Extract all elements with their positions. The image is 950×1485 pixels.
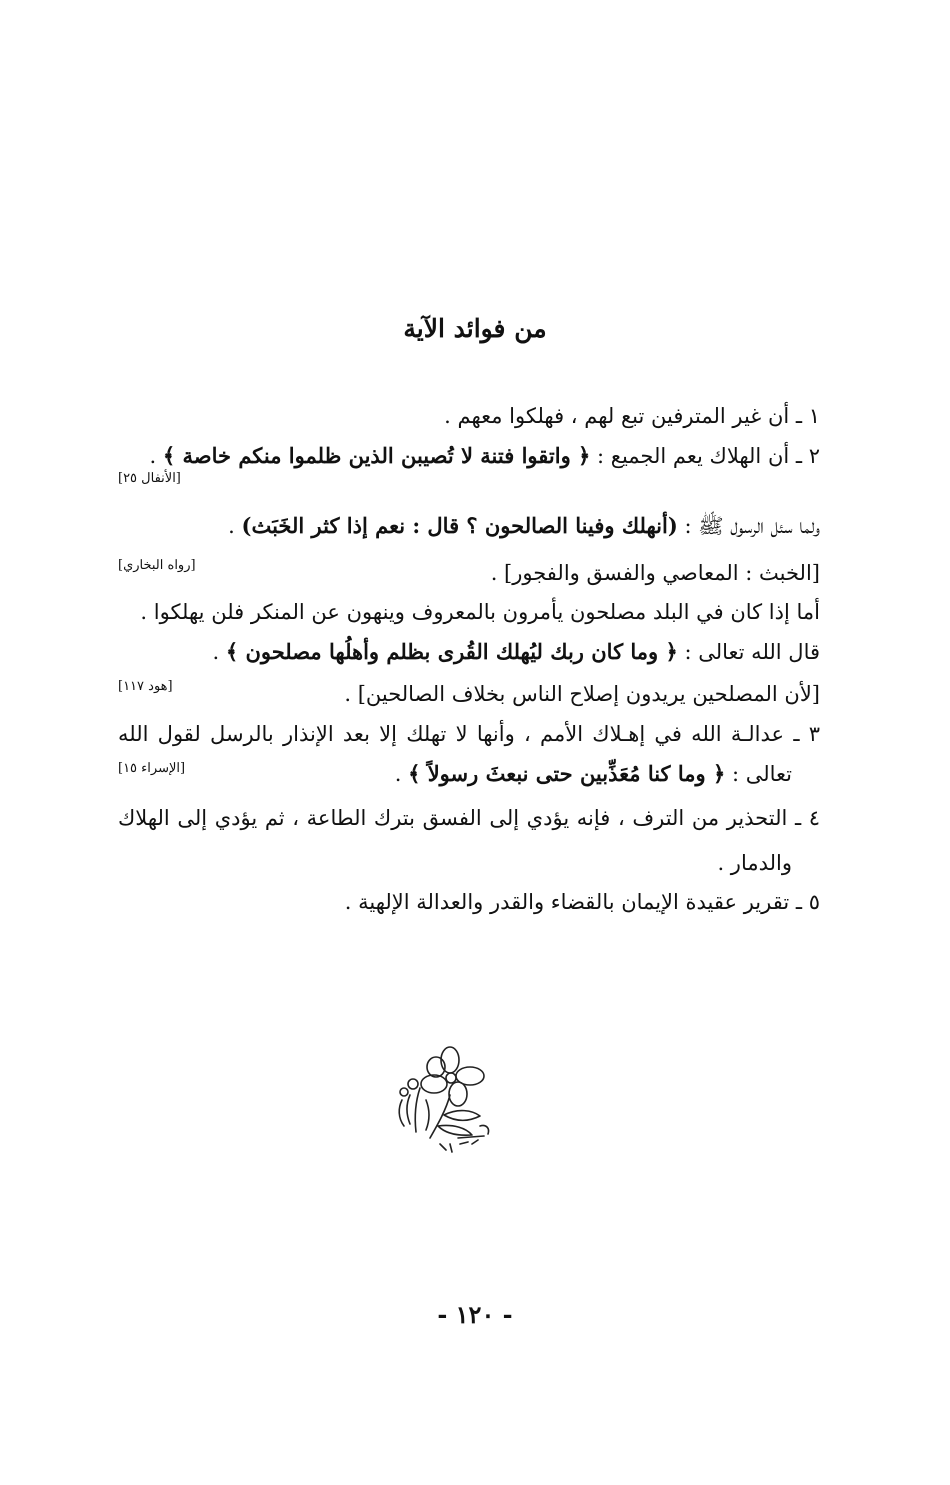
- hadith-line: [118, 508, 820, 544]
- quran-quote: ﴿ وما كنا مُعَذِّبين حتى نبعثَ رسولاً ﴾: [408, 761, 726, 786]
- reformers-verse-line: [118, 634, 820, 670]
- hadith-note: [الخبث : المعاصي والفسق والفجور] .: [490, 561, 820, 585]
- quran-quote: ﴿ واتقوا فتنة لا تُصيبن الذين ظلموا منكم خاصة ﴾: [162, 443, 591, 468]
- benefit-number: ٥ ـ: [795, 890, 820, 914]
- benefit-1: [118, 398, 820, 434]
- quran-quote: ﴿ وما كان ربك ليُهلك القُرى بظلم وأهلُها مصلحون ﴾: [225, 639, 678, 664]
- benefit-text: تقرير عقيدة الإيمان بالقضاء والقدر والعدالة الإلهية .: [344, 890, 790, 914]
- benefit-4-continuation: والدمار .: [717, 851, 792, 875]
- hadith-reference: [رواه البخاري]: [118, 558, 196, 573]
- flower-ornament-icon: [380, 1040, 510, 1155]
- page-number: - ١٢٠ -: [437, 1300, 513, 1329]
- verse-intro: تعالى :: [731, 762, 792, 786]
- verse-reference: [هود ١١٧]: [118, 679, 173, 694]
- benefit-2: [118, 438, 820, 474]
- verse-reference: [الأنفال ٢٥]: [118, 471, 181, 486]
- benefit-number: ٢ ـ: [795, 444, 820, 468]
- benefit-text: أن غير المترفين تبع لهم ، فهلكوا معهم .: [444, 404, 790, 428]
- benefit-3: [118, 716, 820, 752]
- benefit-number: ١ ـ: [795, 404, 820, 428]
- page-title: من فوائد الآية: [403, 314, 547, 343]
- reformers-text: أما إذا كان في البلد مصلحون يأمرون بالمعروف وينهون عن المنكر فلن يهلكوا .: [140, 600, 820, 624]
- benefit-4: [118, 800, 820, 836]
- benefit-5: [118, 884, 820, 920]
- benefit-text: أن الهلاك يعم الجميع :: [597, 444, 790, 468]
- benefit-text: التحذير من الترف ، فإنه يؤدي إلى الفسق بترك الطاعة ، ثم يؤدي إلى الهلاك: [118, 806, 788, 830]
- sentence-end: .: [394, 762, 402, 786]
- benefit-number: ٣ ـ: [793, 722, 820, 746]
- sentence-end: .: [149, 444, 157, 468]
- verse-reference: [الإسراء ١٥]: [118, 761, 186, 776]
- benefit-number: ٤ ـ: [794, 806, 820, 830]
- sentence-end: .: [228, 514, 235, 538]
- benefit-3-verse-line: [118, 756, 792, 792]
- sentence-end: .: [212, 640, 220, 664]
- hadith-quote: (أنهلك وفينا الصالحون ؟ قال : نعم إذا كثر الخَبَث): [241, 513, 678, 538]
- hadith-intro: ولما سئل الرسول ﷺ :: [684, 514, 820, 538]
- verse-intro: قال الله تعالى :: [684, 640, 820, 664]
- benefit-text: عدالـة الله في إهـلاك الأمم ، وأنها لا تهلك إلا بعد الإنذار بالرسل لقول الله: [118, 722, 785, 746]
- reformers-note: [لأن المصلحين يريدون إصلاح الناس بخلاف الصالحين] .: [344, 682, 820, 706]
